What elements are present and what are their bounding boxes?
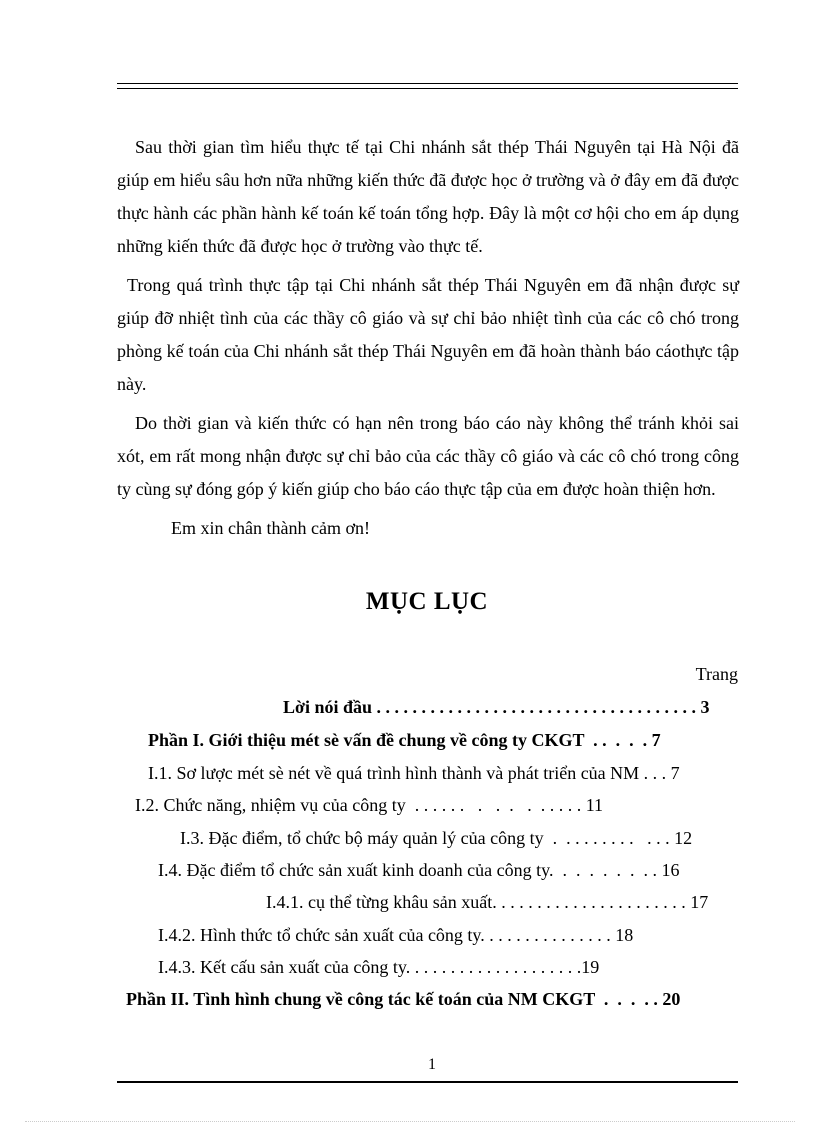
- toc-entry: Phần I. Giới thiệu mét sè vấn đề chung về công ty CKGT . . . . . 7: [148, 730, 661, 750]
- toc-entry: Phần II. Tình hình chung về công tác kế toán của NM CKGT . . . . . 20: [126, 989, 681, 1009]
- toc-page-header: Trang: [695, 664, 738, 684]
- toc-entry: I.3. Đặc điểm, tổ chức bộ máy quản lý của công ty . . . . . . . . . . . . 12: [180, 828, 693, 848]
- closing-line: Em xin chân thành cảm ơn!: [171, 518, 370, 538]
- toc-entry: I.4.1. cụ thể từng khâu sản xuất. . . . . . . . . . . . . . . . . . . . . . 17: [266, 892, 709, 912]
- footer-rule: [117, 1081, 738, 1083]
- intro-paragraph-3: Do thời gian và kiến thức có hạn nên trong báo cáo này không thể tránh khỏi sai xót, em rất mong nhận được sự chỉ bảo của các thầy cô giáo và các cô chó trong công ty cùng sự đóng góp ý kiến giúp cho báo cáo thực tập của em được hoàn thiện hơn.: [117, 413, 739, 499]
- toc-entry: I.4. Đặc điểm tổ chức sản xuất kinh doanh của công ty. . . . . . . . . 16: [158, 860, 680, 880]
- toc-entry: I.4.2. Hình thức tổ chức sản xuất của công ty. . . . . . . . . . . . . . . 18: [158, 925, 634, 945]
- toc-entry: Lời nói đầu . . . . . . . . . . . . . . . . . . . . . . . . . . . . . . . . . . . . 3: [283, 697, 710, 717]
- toc-entry: I.1. Sơ lược mét sè nét về quá trình hình thành và phát triển của NM . . . 7: [148, 763, 680, 783]
- page-edge-dots: [25, 1121, 795, 1122]
- toc-entry: I.2. Chức năng, nhiệm vụ của công ty . . . . . . . . . . . . . . . 11: [135, 795, 604, 815]
- page-number: 1: [428, 1056, 436, 1073]
- intro-paragraph-2: Trong quá trình thực tập tại Chi nhánh sắt thép Thái Nguyên em đã nhận được sự giúp đỡ nhiệt tình của các thầy cô giáo và sự chỉ bảo nhiệt tình của các cô chó trong phòng kế toán của Chi nhánh sắt thép Thái Nguyên em đã hoàn thành báo cáothực tập này.: [117, 275, 739, 394]
- intro-section: [117, 131, 739, 545]
- toc-title: MỤC LỤC: [365, 588, 489, 615]
- header-double-rule: [117, 83, 738, 89]
- intro-paragraph-1: Sau thời gian tìm hiểu thực tế tại Chi nhánh sắt thép Thái Nguyên tại Hà Nội đã giúp em hiểu sâu hơn nữa những kiến thức đã được học ở trường và ở đây em đã được thực hành các phần hành kế toán kế toán tổng hợp. Đây là một cơ hội cho em áp dụng những kiến thức đã được học ở trường vào thực tế.: [117, 137, 740, 256]
- toc-entry: I.4.3. Kết cấu sản xuất của công ty. . . . . . . . . . . . . . . . . . . .19: [158, 957, 600, 977]
